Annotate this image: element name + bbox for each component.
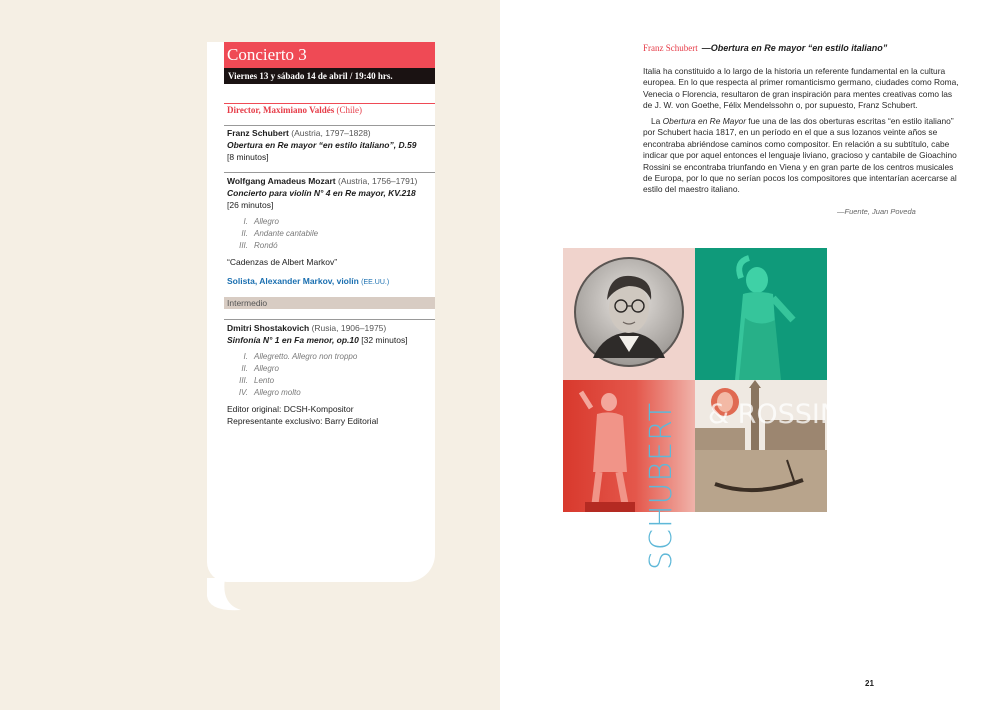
work-title: Concierto para violín N° 4 en Re mayor, KV.218 (227, 188, 416, 198)
divider (224, 319, 435, 320)
work-title-line: Sinfonía N° 1 en Fa menor, op.10 [32 minutos] (227, 335, 408, 345)
director-country: (Chile) (336, 105, 362, 115)
work-composer-line: Dmitri Shostakovich (Rusia, 1906–1975) (227, 323, 387, 333)
schubert-portrait-tile (563, 248, 695, 380)
movement: II. Allegro (241, 364, 279, 373)
article-heading (643, 43, 887, 53)
movement: III. Rondó (239, 241, 278, 250)
movement: IV. Allegro molto (238, 388, 301, 397)
schubert-portrait (563, 248, 695, 380)
work-composer-line: Wolfgang Amadeus Mozart (Austria, 1756–1791) (227, 176, 418, 186)
article-paragraph-2: La Obertura en Re Mayor fue una de las dos oberturas escritas “en estilo italiano” por Schubert hacia 1817, en un período en el que a sus lozanos veinte años se encontraba abriéndose caminos como compositor. En relación a su subtítulo, cabe indicar que por aquel entonces el lenguaje liviano, gracioso y cantabile de Gioachino Rossini se encontraba triunfando en Viena y en gran parte de los centros musicales de Europa, por lo que no serían pocos los compositores que intentarían acercarse al estilo del maestro italiano. (643, 116, 957, 195)
work-duration: [8 minutos] (227, 152, 269, 162)
director-name: Director, Maximiano Valdés (227, 105, 335, 115)
article-source: —Fuente, Juan Poveda (837, 207, 916, 216)
concert-date: Viernes 13 y sábado 14 de abril / 19:40 hrs. (224, 68, 435, 84)
article-paragraph-1: Italia ha constituido a lo largo de la historia un referente fundamental en la cultura europea. En lo que respecta al primer romanticismo germano, ciudades como Roma, Venecia o Florencia, resultaron de gran inspiración para mentes creativas como las de J. W. von Goethe, Félix Mendelssohn o, por supuesto, Franz Schubert. (643, 66, 959, 111)
speech-bubble-tail (207, 578, 245, 614)
program-card (207, 42, 435, 582)
rossini-label: & ROSSINI (708, 399, 849, 430)
venus-statue-image (695, 248, 827, 380)
soloist-line: Solista, Alexander Markov, violín (EE.UU.) (227, 276, 390, 286)
director-line (227, 105, 362, 116)
article-composer: Franz Schubert (643, 43, 698, 53)
concert-title: Concierto 3 (224, 42, 435, 68)
movement: I. Allegretto. Allegro non troppo (243, 352, 358, 361)
editor-note: Editor original: DCSH-Kompositor (227, 404, 354, 414)
page-number: 21 (865, 679, 874, 688)
movement: II. Andante cantabile (241, 229, 319, 238)
article-work: —Obertura en Re mayor “en estilo italiano” (701, 43, 888, 53)
statue-tile (695, 248, 827, 380)
work-duration: [26 minutos] (227, 200, 274, 210)
representative-note: Representante exclusivo: Barry Editorial (227, 416, 379, 426)
schubert-vertical-label: SCHUBERT (644, 401, 679, 570)
movement: III. Lento (239, 376, 275, 385)
work-composer-line: Franz Schubert (Austria, 1797–1828) (227, 128, 371, 138)
intermission-bar: Intermedio (224, 297, 435, 309)
cadenzas-note: “Cadenzas de Albert Markov” (227, 257, 338, 267)
divider (224, 103, 435, 104)
movement: I. Allegro (243, 217, 279, 226)
divider (224, 172, 435, 173)
divider (224, 125, 435, 126)
work-title: Obertura en Re mayor “en estilo italiano”, D.59 (227, 140, 417, 150)
